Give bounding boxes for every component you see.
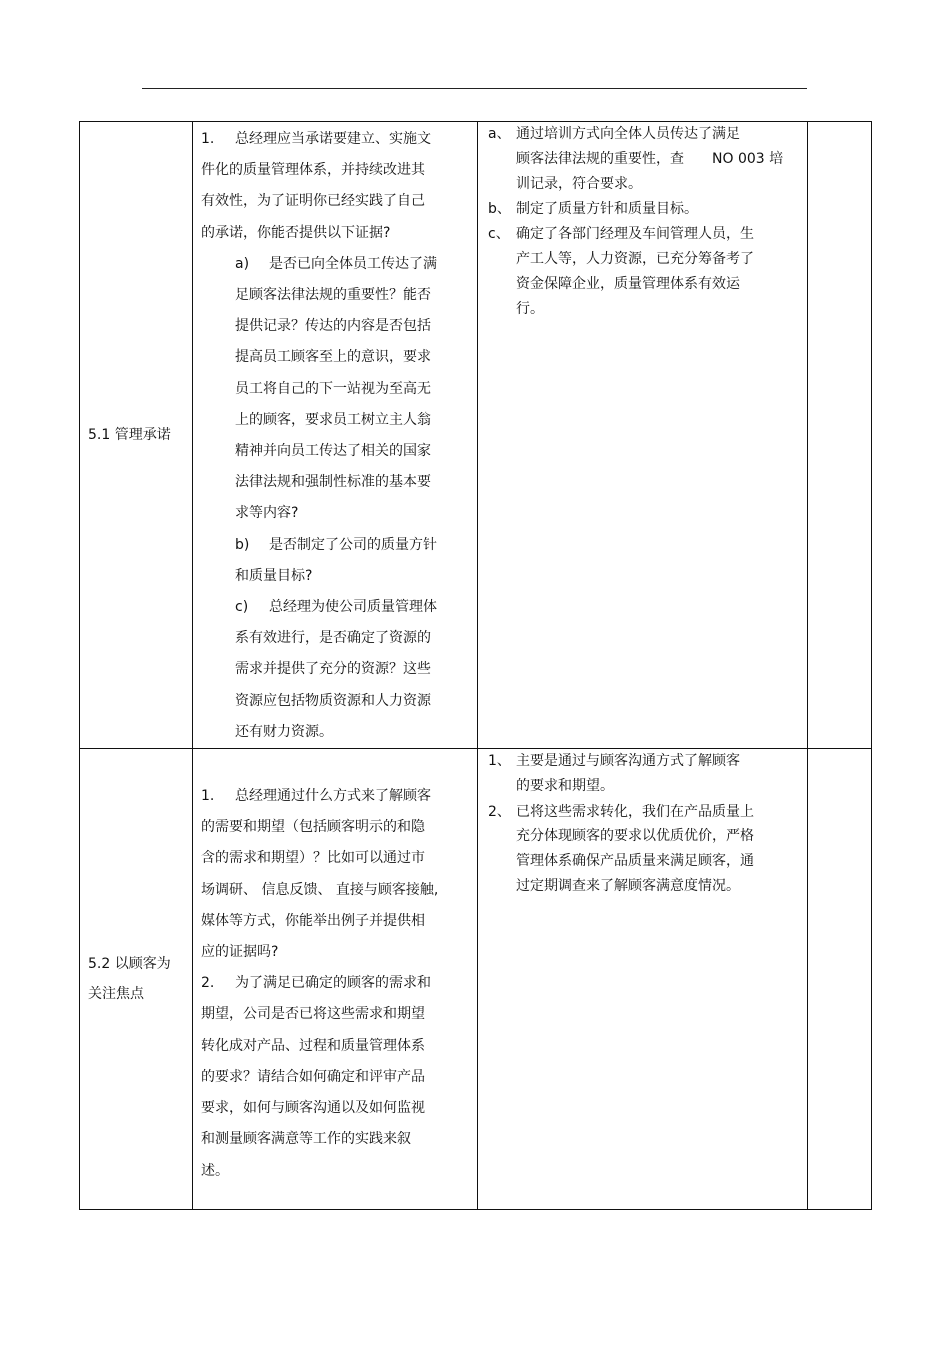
text-line: 主要是通过与顾客沟通方式了解顾客 [516, 753, 740, 770]
text-line: 场调研、 信息反馈、 直接与顾客接触, [201, 881, 439, 898]
sub-question [201, 249, 471, 530]
sub-label: b) [235, 536, 250, 553]
text-line: 的要求和期望。 [516, 777, 614, 794]
text-line: 期望，公司是否已将这些需求和期望 [201, 1006, 425, 1023]
question-cell [193, 122, 478, 749]
item-marker: 2、 [488, 803, 511, 820]
text-line: 顾客法律法规的重要性，查 NO 003 培 [516, 151, 784, 167]
text-line: 总经理应当承诺要建立、实施文 [235, 131, 431, 147]
item-marker: b、 [488, 201, 511, 217]
text-line: 通过培训方式向全体人员传达了满足 [516, 126, 740, 142]
item-number: 1. [201, 131, 215, 147]
text-line: 的要求？请结合如何确定和评审产品 [201, 1068, 425, 1085]
text-line: 需求并提供了充分的资源？这些 [235, 661, 431, 678]
text-line: 提高员工顾客至上的意识，要求 [235, 349, 431, 366]
text-line: 训记录，符合要求。 [516, 176, 642, 192]
text-line: 法律法规和强制性标准的基本要 [235, 474, 431, 491]
evidence-cell [478, 749, 808, 1210]
text-line: 行。 [516, 301, 544, 317]
text-line: 应的证据吗? [201, 944, 279, 961]
text-line: 媒体等方式，你能举出例子并提供相 [201, 912, 425, 929]
clause-cell [80, 749, 193, 1210]
text-line: 件化的质量管理体系，并持续改进其 [201, 162, 425, 179]
text-line: 有效性，为了证明你已经实践了自己 [201, 193, 425, 210]
text-line: 员工将自己的下一站视为至高无 [235, 380, 431, 397]
text-line: 资源应包括物质资源和人力资源 [235, 692, 431, 709]
item-marker: 1、 [488, 753, 511, 770]
text-line: 总经理通过什么方式来了解顾客 [235, 788, 431, 805]
evidence-cell [478, 122, 808, 749]
text-line: 总经理为使公司质量管理体 [269, 599, 437, 616]
clause-cell [80, 122, 193, 749]
evidence-item [488, 197, 803, 222]
question-cell [193, 749, 478, 1210]
text-line: 和测量顾客满意等工作的实践来叙 [201, 1131, 411, 1148]
text-line: 确定了各部门经理及车间管理人员，生 [516, 226, 754, 242]
text-line: 还有财力资源。 [235, 723, 333, 740]
evidence-item [488, 800, 803, 899]
table-row [80, 122, 872, 749]
text-line: 求等内容? [235, 505, 299, 522]
text-line: 管理体系确保产品质量来满足顾客，通 [516, 853, 754, 870]
remark-cell [808, 122, 872, 749]
sub-question [201, 530, 471, 592]
item-number: 1. [201, 788, 215, 805]
audit-checklist-table [79, 121, 872, 1210]
text-line: 提供记录？传达的内容是否包括 [235, 318, 431, 335]
text-line: 和质量目标? [235, 567, 313, 584]
item-marker: c、 [488, 226, 510, 242]
text-line: 已将这些需求转化，我们在产品质量上 [516, 803, 754, 820]
clause-label: 5.2 以顾客为 [88, 956, 171, 973]
header-rule [142, 88, 807, 89]
text-line: 上的顾客，要求员工树立主人翁 [235, 411, 431, 428]
sub-question [201, 592, 471, 748]
text-line: 过定期调查来了解顾客满意度情况。 [516, 878, 740, 895]
text-line: 充分体现顾客的要求以优质优价，严格 [516, 828, 754, 845]
text-line: 的承诺，你能否提供以下证据? [201, 224, 391, 241]
text-line: 要求，如何与顾客沟通以及如何监视 [201, 1100, 425, 1117]
evidence-item [488, 122, 803, 197]
text-line: 的需要和期望（包括顾客明示的和隐 [201, 819, 425, 836]
text-line: 是否制定了公司的质量方针 [269, 536, 437, 553]
text-line: 含的需求和期望）？比如可以通过市 [201, 850, 425, 867]
text-line: 产工人等，人力资源，已充分筹备考了 [516, 251, 754, 267]
text-line: 述。 [201, 1162, 229, 1179]
clause-label: 5.1 管理承诺 [88, 427, 171, 444]
item-number: 2. [201, 975, 215, 992]
remark-cell [808, 749, 872, 1210]
evidence-item [488, 749, 803, 799]
text-line: 转化成对产品、过程和质量管理体系 [201, 1037, 425, 1054]
text-line: 为了满足已确定的顾客的需求和 [235, 975, 431, 992]
sub-label: c) [235, 599, 249, 616]
clause-label: 关注焦点 [88, 986, 144, 1003]
text-line: 系有效进行，是否确定了资源的 [235, 630, 431, 647]
evidence-item [488, 222, 803, 322]
table-row [80, 749, 872, 1210]
text-line: 足顾客法律法规的重要性？能否 [235, 287, 431, 304]
text-line: 是否已向全体员工传达了满 [269, 255, 437, 272]
text-line: 精神并向员工传达了相关的国家 [235, 443, 431, 460]
sub-label: a) [235, 255, 250, 272]
text-line: 资金保障企业，质量管理体系有效运 [516, 276, 740, 292]
item-marker: a、 [488, 126, 511, 142]
text-line: 制定了质量方针和质量目标。 [516, 201, 698, 217]
